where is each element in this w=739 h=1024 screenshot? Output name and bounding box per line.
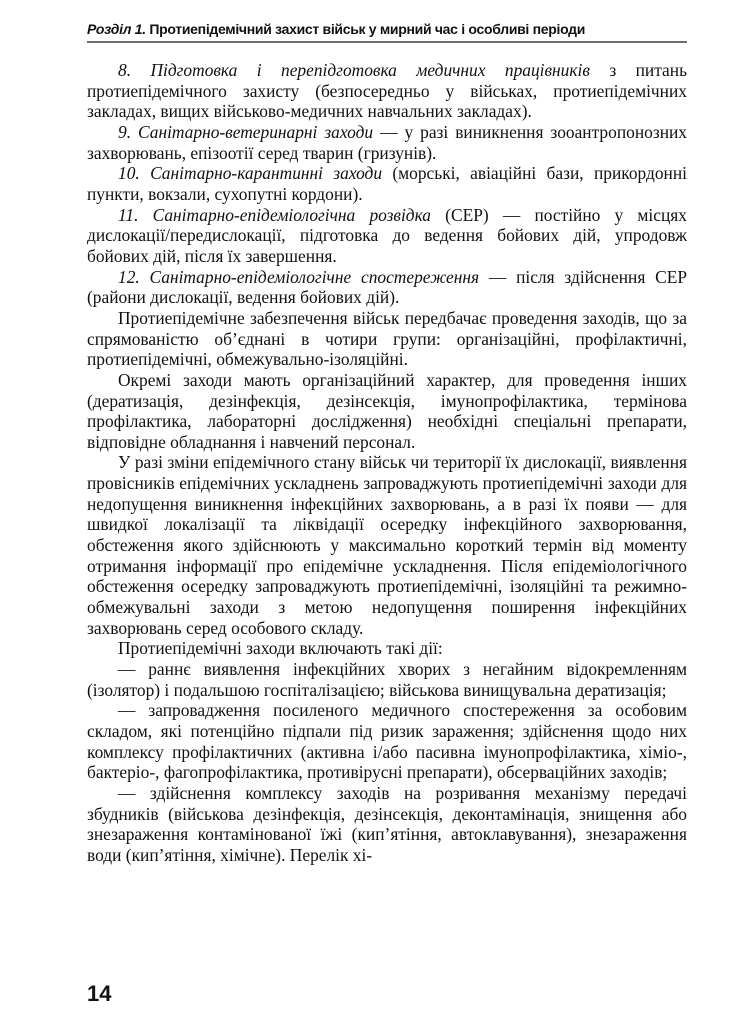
paragraph-lead: 12. Санітарно-епідеміологічне спостереження	[118, 266, 480, 287]
paragraph-text: (СЕР) — постійно у місцях дислокації/передислокації, підготовка до ведення бойових дій, упродовж бойових дій, після їх завершення.	[87, 204, 687, 266]
body-text	[87, 60, 687, 866]
body-paragraph	[87, 700, 687, 783]
paragraph-text: У разі зміни епідемічного стану військ чи території їх дислокації, виявлення провісників епідемічних ускладнень запроваджують протиепідемічні заходи для недопущення виникнення інфекційних захворювань, а в разі їх появи — для швидкої локалізації та ліквідації осередку інфекційного захворювання, обстеження якого здійснюють у максимально короткий термін від моменту отримання інформації про епідемічне ускладнення. Після епідеміологічного обстеження осередку запроваджують протиепідемічні, ізоляційні та режимно-обмежувальні заходи з метою недопущення поширення інфекційних захворювань серед особового складу.	[87, 452, 687, 638]
paragraph-lead: 9. Санітарно-ветеринарні заходи	[118, 121, 374, 142]
running-header	[87, 21, 687, 37]
paragraph-text: — у разі виникнення зооантропонозних захворювань, епізоотії серед тварин (гризунів).	[87, 121, 687, 163]
body-paragraph	[87, 659, 687, 700]
body-paragraph	[87, 783, 687, 866]
paragraph-text: Протиепідемічні заходи включають такі дії:	[118, 638, 443, 659]
paragraph-text: — раннє виявлення інфекційних хворих з негайним відокремленням (ізолятор) і подальшою госпіталізацією; військова винищувальна дератизація;	[87, 659, 687, 700]
header-section-label: Розділ 1.	[87, 21, 146, 37]
paragraph-text: — після здійснення СЕР (райони дислокації, ведення бойових дій).	[87, 266, 688, 308]
body-paragraph	[87, 638, 687, 659]
page-number: 14	[87, 981, 112, 1006]
paragraph-text: — запровадження посиленого медичного спостереження за особовим складом, які потенційно підпали під ризик зараження; здійснення щодо них комплексу профілактичних (активна і/або пасивна імунопрофілактика, хіміо-, бактеріо-, фагопрофілактика, противірусні препарати), обсерваційних заходів;	[87, 700, 687, 783]
body-paragraph	[87, 370, 687, 453]
body-paragraph	[87, 308, 687, 370]
body-paragraph	[87, 267, 687, 308]
paragraph-text: (морські, авіаційні бази, прикордонні пункти, вокзали, сухопутні кордони).	[87, 163, 687, 204]
paragraph-text: Протиепідемічне забезпечення військ передбачає проведення заходів, що за спрямованістю об’єднані в чотири групи: організаційні, профілактичні, протиепідемічні, обмежувально-ізоляційні.	[87, 307, 687, 370]
header-rule	[87, 41, 687, 43]
paragraph-text: — здійснення комплексу заходів на розривання механізму передачі збудників (військова дезінфекція, дезінсекція, деконтамінація, знищення або знезараження контамінованої їжі (кип’ятіння, автоклавування), знезараження води (кип’ятіння, хімічне). Перелік хі-	[87, 782, 687, 865]
paragraph-lead: 8. Підготовка і перепідготовка медичних працівників	[118, 60, 590, 80]
body-paragraph	[87, 452, 687, 638]
paragraph-lead: 10. Санітарно-карантинні заходи	[118, 163, 383, 184]
body-paragraph	[87, 60, 687, 122]
body-paragraph	[87, 205, 687, 267]
header-chapter-title: Протиепідемічний захист військ у мирний час і особливі періоди	[149, 21, 586, 37]
paragraph-text: з питань протиепідемічного захисту (безпосередньо у військах, протиепідемічних закладах, вищих військово-медичних навчальних закладах).	[87, 60, 688, 122]
body-paragraph	[87, 122, 687, 163]
paragraph-text: Окремі заходи мають організаційний характер, для проведення інших (дератизація, дезінфекція, дезінсекція, імунопрофілактика, термінова профілактика, лабораторні дослідження) необхідні спеціальні препарати, відповідне обладнання і навчений персонал.	[87, 369, 687, 452]
body-paragraph	[87, 163, 687, 204]
paragraph-lead: 11. Санітарно-епідеміологічна розвідка	[118, 204, 431, 225]
